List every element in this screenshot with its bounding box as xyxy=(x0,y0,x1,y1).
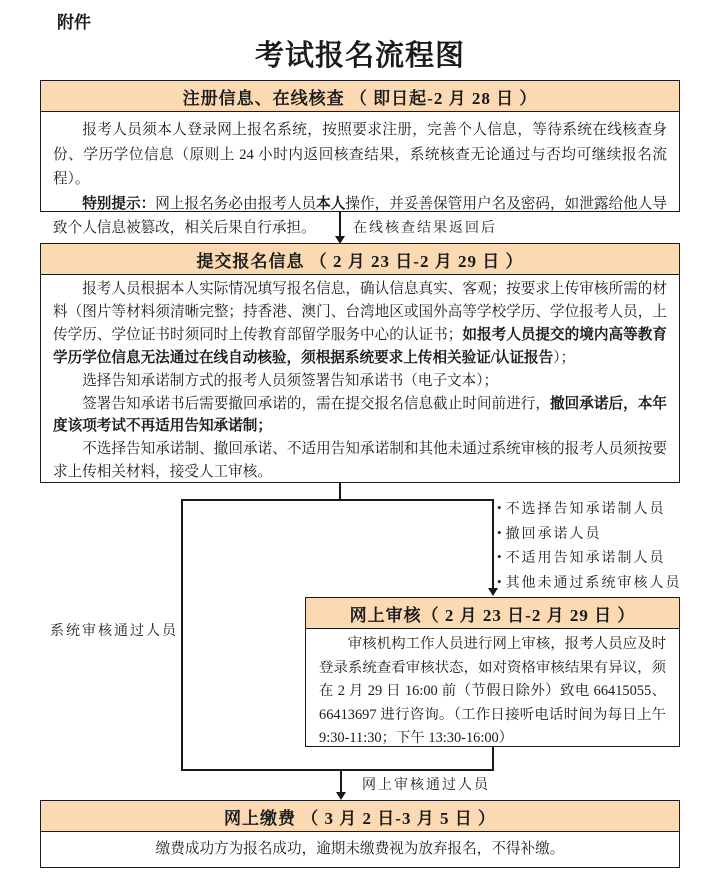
box-register-header: 注册信息、在线核查 （ 即日起-2 月 28 日 ） xyxy=(41,81,679,112)
bullet-item xyxy=(497,496,682,521)
bullet-label: 撤回承诺人员 xyxy=(505,526,602,542)
arrow1-label: 在线核查结果返回后 xyxy=(353,221,497,236)
submit-paragraph-3: 签署告知承诺书后需要撤回承诺的，需在提交报名信息截止时间前进行，撤回承诺后，本年度该项考试不再适用告知承诺制； xyxy=(53,395,667,435)
register-paragraph-2: 特别提示：网上报名务必由报考人员本人操作，并妥善保管用户名及密码，如泄露给他人导致个人信息被篡改，相关后果自行承担。 xyxy=(53,195,667,236)
bullet-dot-icon: • xyxy=(497,524,502,540)
bullet-item xyxy=(497,570,682,595)
junction2-stem-line xyxy=(492,747,494,771)
arrow3-line xyxy=(340,769,342,792)
box-review xyxy=(305,597,680,747)
arrow3-head-icon xyxy=(336,792,346,800)
arrow3-label: 网上审核通过人员 xyxy=(362,778,490,793)
right-branch-line xyxy=(492,499,494,589)
box-pay-header: 网上缴费 （ 3 月 2 日-3 月 5 日 ） xyxy=(41,801,679,832)
bullet-dot-icon: • xyxy=(497,549,502,565)
box-pay xyxy=(40,800,680,868)
junction2-horizontal-line xyxy=(181,769,494,771)
bullet-label: 不适用告知承诺制人员 xyxy=(505,551,666,567)
bullet-dot-icon: • xyxy=(497,500,502,516)
box-submit-header: 提交报名信息 （ 2 月 23 日-2 月 29 日 ） xyxy=(41,244,679,275)
box-submit-body xyxy=(41,275,679,484)
bullet-label: 不选择告知承诺制人员 xyxy=(505,502,666,518)
box-review-body xyxy=(306,629,679,751)
pay-paragraph-1: 缴费成功方为报名成功，逾期未缴费视为放弃报名，不得补缴。 xyxy=(155,841,565,857)
review-paragraph-1: 审核机构工作人员进行网上审核，报考人员应及时登录系统查看审核状态，如对资格审核结果有异议，须在 2 月 29 日 16:00 前（节假日除外）致电 66415055、66413697 进行咨询。（工作日接听电话时间为每日上午 9:30-11:30；下午 13:30-16:00） xyxy=(319,636,666,747)
bullet-label: 其他未通过系统审核人员 xyxy=(505,575,682,591)
box-submit xyxy=(40,243,680,483)
bullet-item xyxy=(497,545,682,570)
box-review-header: 网上审核（ 2 月 23 日-2 月 29 日 ） xyxy=(306,598,679,629)
page-title: 考试报名流程图 xyxy=(254,40,465,72)
bullet-item xyxy=(497,521,682,546)
submit-paragraph-2: 选择告知承诺制方式的报考人员须签署告知承诺书（电子文本）； xyxy=(82,372,499,389)
left-branch-line xyxy=(181,499,183,771)
branch-bullet-list xyxy=(497,496,682,594)
box-pay-body xyxy=(41,832,679,866)
attachment-label: 附件 xyxy=(57,13,91,32)
register-paragraph-1: 报考人员须本人登录网上报名系统，按照要求注册，完善个人信息，等待系统在线核查身份、学历学位信息（原则上 24 小时内返回核查结果，系统核查无论通过与否均可继续报名流程）。 xyxy=(53,122,667,187)
submit-paragraph-1: 报考人员根据本人实际情况填写报名信息，确认信息真实、客观；按要求上传审核所需的材料（图片等材料须清晰完整；持香港、澳门、台湾地区或国外高等学校学历、学位报考人员，上传学历、学位证书时须同时上传教育部留学服务中心的认证书；如报考人员提交的境内高等教育学历学位信息无法通过在线自动核验，须根据系统要求上传相关验证/认证报告）； xyxy=(53,281,667,366)
arrow1-line xyxy=(339,212,341,236)
left-branch-label: 系统审核通过人员 xyxy=(50,624,178,639)
junction1-horizontal-line xyxy=(181,499,494,501)
bullet-dot-icon: • xyxy=(497,573,502,589)
submit-paragraph-4: 不选择告知承诺制、撤回承诺、不适用告知承诺制和其他未通过系统审核的报考人员须按要求上传相关材料，接受人工审核。 xyxy=(53,441,667,481)
